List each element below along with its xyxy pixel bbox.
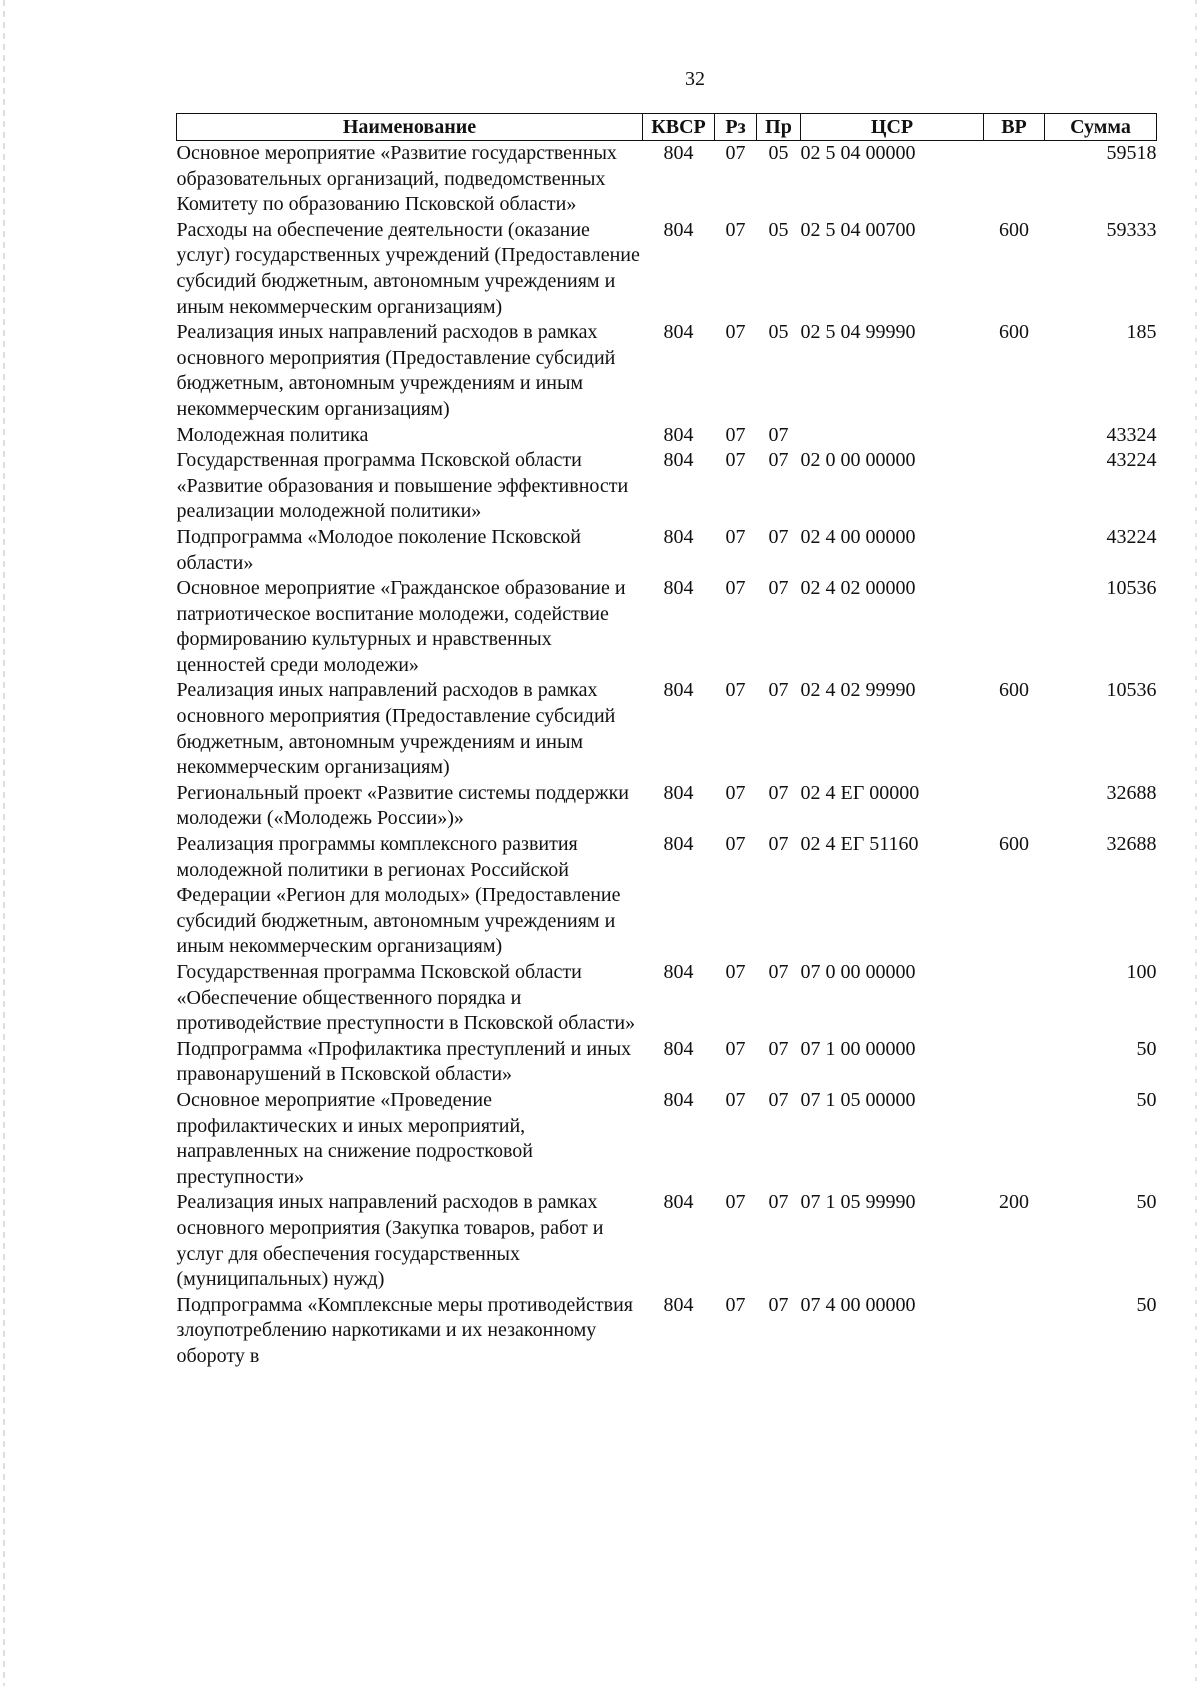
cell-csr: 07 0 00 00000 (800, 961, 916, 983)
page-number-text: 32 (685, 68, 705, 90)
cell-csr: 02 5 04 00000 (800, 142, 916, 164)
cell-pr: 07 (768, 781, 789, 804)
cell-kvsr: 804 (663, 1088, 694, 1111)
cell-rz: 07 (725, 142, 746, 164)
cell-vr (984, 525, 1045, 576)
cell-vr: 600 (999, 679, 1029, 702)
cell-pr: 07 (768, 577, 789, 600)
cell-rz: 07 (725, 781, 746, 804)
cell-vr: 600 (999, 321, 1029, 344)
table-row (177, 1037, 1157, 1088)
header-row (177, 114, 1157, 141)
cell-rz: 07 (725, 1293, 746, 1316)
table-row (177, 525, 1157, 576)
header-vr: ВР (984, 114, 1045, 141)
cell-pr: 07 (768, 833, 789, 856)
cell-name: Расходы на обеспечение деятельности (оказание услуг) государственных учреждений (Предоставление субсидий бюджетным, автономным учреждениям и иным некоммерческим организациям) (176, 218, 640, 318)
cell-pr: 07 (768, 1293, 789, 1316)
budget-table (176, 113, 1157, 1370)
cell-csr: 02 4 ЕГ 51160 (800, 833, 919, 856)
cell-name: Реализация программы комплексного развития молодежной политики в регионах Российской Федерации «Регион для молодых» (Предоставление субсидий бюджетным, автономным учреждениям и иным некоммерческим организациям) (176, 833, 621, 958)
header-sum: Сумма (1045, 114, 1157, 141)
cell-sum: 50 (1136, 1191, 1157, 1214)
cell-rz: 07 (725, 423, 746, 446)
table-row (177, 576, 1157, 678)
cell-name: Реализация иных направлений расходов в рамках основного мероприятия (Предоставление субсидий бюджетным, автономным учреждениям и иным некоммерческим организациям) (176, 321, 616, 420)
cell-vr (984, 141, 1045, 218)
cell-sum: 10536 (1106, 577, 1157, 600)
cell-rz: 07 (725, 1191, 746, 1214)
cell-sum: 10536 (1106, 679, 1157, 702)
cell-kvsr: 804 (663, 833, 694, 856)
cell-sum: 185 (1126, 321, 1157, 344)
scan-edge-left (3, 0, 5, 1686)
cell-pr: 07 (768, 449, 789, 472)
cell-sum: 43224 (1106, 449, 1157, 472)
cell-rz: 07 (725, 961, 746, 983)
cell-pr: 07 (768, 1037, 789, 1060)
cell-sum: 32688 (1106, 781, 1157, 804)
cell-pr: 07 (768, 961, 789, 983)
cell-rz: 07 (725, 525, 746, 548)
cell-csr: 02 4 00 00000 (800, 525, 916, 548)
cell-csr: 02 5 04 00700 (800, 218, 916, 241)
table-body (177, 141, 1157, 1370)
cell-kvsr: 804 (663, 679, 694, 702)
cell-rz: 07 (725, 1088, 746, 1111)
page-number (0, 68, 1200, 91)
cell-rz: 07 (725, 833, 746, 856)
cell-pr: 07 (768, 525, 789, 548)
cell-kvsr: 804 (663, 321, 694, 344)
cell-rz: 07 (725, 449, 746, 472)
cell-kvsr: 804 (663, 142, 694, 164)
table-row (177, 781, 1157, 832)
cell-pr: 07 (768, 1088, 789, 1111)
cell-csr: 02 4 02 00000 (800, 577, 916, 600)
cell-name: Подпрограмма «Профилактика преступлений и иных правонарушений в Псковской области» (176, 1037, 632, 1086)
cell-vr (984, 1088, 1045, 1190)
table-row (177, 832, 1157, 960)
cell-name: Государственная программа Псковской области «Развитие образования и повышение эффективности реализации молодежной политики» (176, 449, 629, 523)
table-row (177, 960, 1157, 1037)
header-name: Наименование (177, 114, 643, 141)
cell-vr: 600 (999, 833, 1029, 856)
table-row (177, 320, 1157, 422)
cell-vr (984, 960, 1045, 1037)
cell-kvsr: 804 (663, 449, 694, 472)
cell-kvsr: 804 (663, 423, 694, 446)
cell-csr: 07 1 05 00000 (800, 1088, 916, 1111)
cell-vr (984, 423, 1045, 449)
cell-sum: 50 (1136, 1088, 1157, 1111)
cell-kvsr: 804 (663, 961, 694, 983)
table-row (177, 218, 1157, 320)
cell-pr: 07 (768, 1191, 789, 1214)
header-kvsr: КВСР (643, 114, 715, 141)
cell-kvsr: 804 (663, 1191, 694, 1214)
cell-sum: 100 (1126, 961, 1157, 983)
cell-rz: 07 (725, 1037, 746, 1060)
cell-vr (984, 1037, 1045, 1088)
cell-csr (801, 423, 984, 449)
cell-sum: 32688 (1106, 833, 1157, 856)
cell-vr: 600 (999, 218, 1029, 241)
table-row (177, 678, 1157, 780)
table-row (177, 141, 1157, 218)
cell-vr (984, 448, 1045, 525)
cell-sum: 50 (1136, 1037, 1157, 1060)
cell-pr: 05 (768, 218, 789, 241)
cell-name: Реализация иных направлений расходов в рамках основного мероприятия (Закупка товаров, работ и услуг для обеспечения государственных (муниципальных) нужд) (176, 1191, 604, 1291)
cell-csr: 07 4 00 00000 (800, 1293, 916, 1316)
cell-rz: 07 (725, 679, 746, 702)
cell-name: Региональный проект «Развитие системы поддержки молодежи («Молодежь России»)» (176, 781, 629, 830)
cell-sum: 59518 (1106, 142, 1157, 164)
cell-vr (984, 781, 1045, 832)
cell-kvsr: 804 (663, 525, 694, 548)
cell-sum: 43224 (1106, 525, 1157, 548)
table-row (177, 423, 1157, 449)
cell-kvsr: 804 (663, 218, 694, 241)
cell-kvsr: 804 (663, 1037, 694, 1060)
cell-sum: 43324 (1106, 423, 1157, 446)
header-pr: Пр (757, 114, 801, 141)
cell-name: Основное мероприятие «Развитие государственных образовательных организаций, подведомственных Комитету по образованию Псковской области» (176, 142, 617, 216)
cell-sum: 59333 (1106, 218, 1157, 241)
cell-csr: 02 5 04 99990 (800, 321, 916, 344)
cell-pr: 07 (768, 679, 789, 702)
header-csr: ЦСР (801, 114, 984, 141)
cell-pr: 07 (768, 423, 789, 446)
cell-name: Государственная программа Псковской области «Обеспечение общественного порядка и противодействие преступности в Псковской области» (176, 961, 636, 1035)
cell-rz: 07 (725, 218, 746, 241)
cell-csr: 02 4 02 99990 (800, 679, 916, 702)
cell-vr: 200 (999, 1191, 1029, 1214)
cell-csr: 02 4 ЕГ 00000 (800, 781, 920, 804)
cell-name: Подпрограмма «Молодое поколение Псковской области» (176, 525, 582, 574)
cell-pr: 05 (768, 321, 789, 344)
table-header (177, 114, 1157, 141)
cell-vr (984, 1293, 1045, 1370)
cell-kvsr: 804 (663, 1293, 694, 1316)
table-row (177, 1190, 1157, 1292)
table-row (177, 448, 1157, 525)
cell-csr: 07 1 05 99990 (800, 1191, 916, 1214)
cell-sum: 50 (1136, 1293, 1157, 1316)
cell-name: Подпрограмма «Комплексные меры противодействия злоупотреблению наркотиками и их незаконному обороту в (176, 1293, 633, 1367)
cell-csr: 07 1 00 00000 (800, 1037, 916, 1060)
cell-name: Основное мероприятие «Гражданское образование и патриотическое воспитание молодежи, содействие формированию культурных и нравственных ценностей среди молодежи» (176, 577, 626, 676)
cell-kvsr: 804 (663, 781, 694, 804)
cell-pr: 05 (768, 142, 789, 164)
scan-edge-right (1195, 0, 1197, 1686)
cell-name: Реализация иных направлений расходов в рамках основного мероприятия (Предоставление субсидий бюджетным, автономным учреждениям и иным некоммерческим организациям) (176, 679, 616, 779)
cell-kvsr: 804 (663, 577, 694, 600)
header-rz: Рз (715, 114, 757, 141)
cell-name: Основное мероприятие «Проведение профилактических и иных мероприятий, направленных на снижение подростковой преступности» (176, 1088, 533, 1188)
cell-rz: 07 (725, 577, 746, 600)
cell-rz: 07 (725, 321, 746, 344)
cell-csr: 02 0 00 00000 (800, 449, 916, 472)
table-row (177, 1293, 1157, 1370)
table-row (177, 1088, 1157, 1190)
cell-name: Молодежная политика (176, 423, 369, 446)
cell-vr (984, 576, 1045, 678)
